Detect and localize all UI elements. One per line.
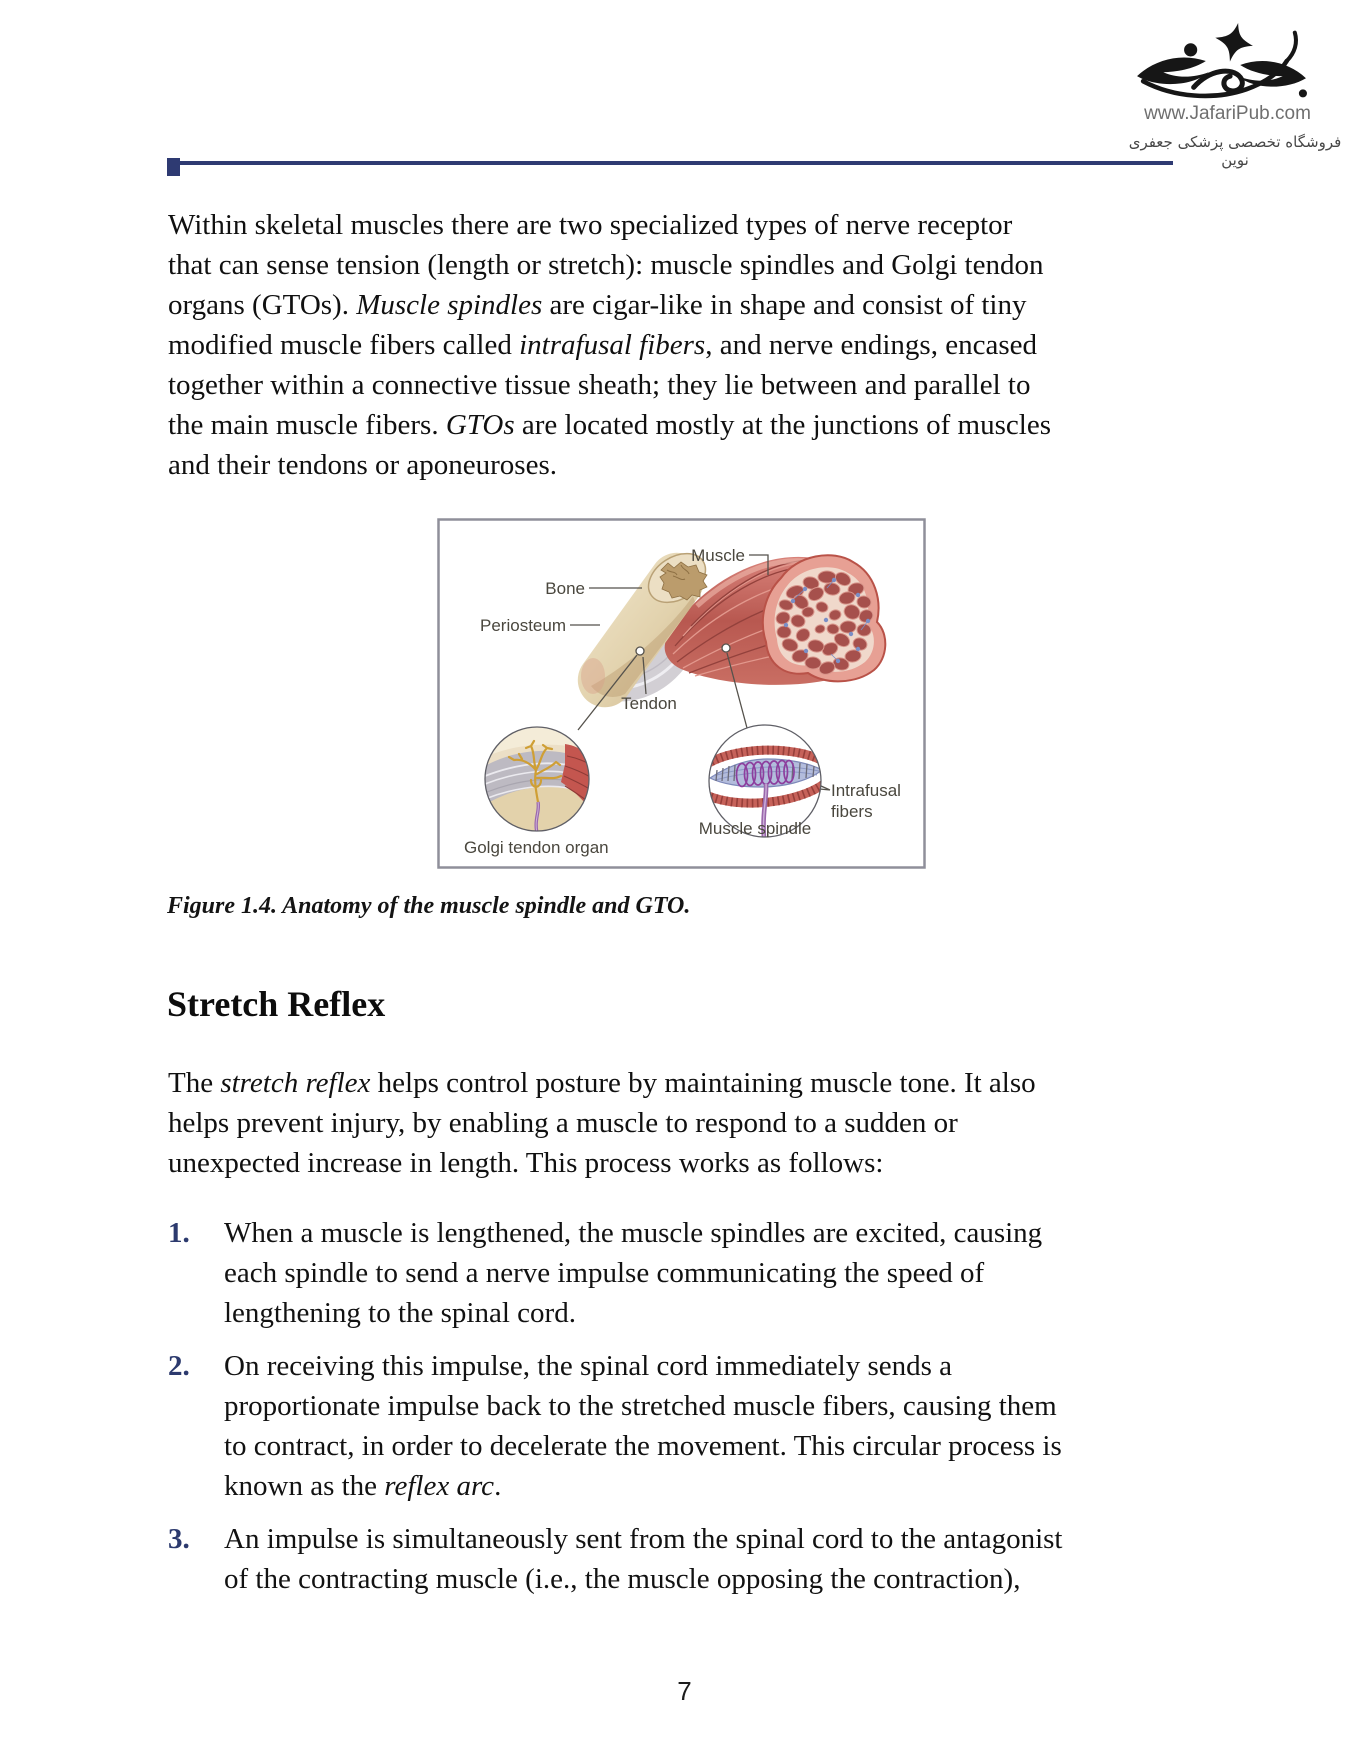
- text-line: known as the reflex arc.: [224, 1470, 502, 1502]
- text-line: The stretch reflex helps control posture by maintaining muscle tone. It also: [168, 1067, 1036, 1099]
- text-line: the main muscle fibers. GTOs are located mostly at the junctions of muscles: [168, 409, 1051, 441]
- accent-rule: [180, 161, 1173, 165]
- section-heading: Stretch Reflex: [167, 984, 386, 1024]
- label-periosteum: Periosteum: [480, 616, 566, 635]
- paragraph-stretch-reflex: [168, 1063, 1036, 1183]
- list-item-number: 2.: [168, 1350, 190, 1382]
- text-line: together within a connective tissue sheath; they lie between and parallel to: [168, 369, 1031, 401]
- text-line: organs (GTOs). Muscle spindles are cigar-like in shape and consist of tiny: [168, 289, 1027, 321]
- list-item-number: 3.: [168, 1523, 190, 1555]
- accent-square: [167, 158, 180, 176]
- text-line: of the contracting muscle (i.e., the muscle opposing the contraction),: [224, 1563, 1021, 1595]
- label-intrafusal-line1: Intrafusal: [831, 781, 901, 800]
- logo-star-shape: [1211, 20, 1257, 66]
- logo-right-hook: [1287, 33, 1296, 61]
- text-line: and their tendons or aponeuroses.: [168, 449, 557, 481]
- label-muscle-spindle: Muscle spindle: [698, 819, 812, 838]
- paragraph-intro: [168, 205, 1051, 485]
- list-item-2: [168, 1346, 1258, 1506]
- tendon-marker: [636, 647, 644, 655]
- text-line: that can sense tension (length or stretch): muscle spindles and Golgi tendon: [168, 249, 1044, 281]
- text-line: unexpected increase in length. This process works as follows:: [168, 1147, 884, 1179]
- list-item-1: [168, 1213, 1258, 1333]
- spindle-marker: [722, 644, 730, 652]
- label-tendon: Tendon: [621, 694, 677, 713]
- list-item-text: [224, 1213, 1258, 1333]
- site-tagline-persian: فروشگاه تخصصی پزشکی جعفری نوین: [1128, 133, 1342, 169]
- label-intrafusal-line2: fibers: [831, 802, 873, 821]
- text-line: each spindle to send a nerve impulse communicating the speed of: [224, 1257, 985, 1289]
- label-golgi-tendon-organ: Golgi tendon organ: [464, 838, 609, 857]
- label-bone: Bone: [545, 579, 585, 598]
- label-muscle: Muscle: [691, 546, 745, 565]
- numbered-list: [168, 1213, 1258, 1612]
- text-line: to contract, in order to decelerate the movement. This circular process is: [224, 1430, 1062, 1462]
- text-line: When a muscle is lengthened, the muscle spindles are excited, causing: [224, 1217, 1043, 1249]
- jafaripub-calligraphy-logo: [1133, 20, 1310, 102]
- site-url: www.JafariPub.com: [1144, 103, 1311, 124]
- text-line: lengthening to the spinal cord.: [224, 1297, 576, 1329]
- figure-1-4-illustration: [437, 518, 927, 870]
- list-item-text: [224, 1519, 1258, 1599]
- text-line: Within skeletal muscles there are two specialized types of nerve receptor: [168, 209, 1013, 241]
- logo-small-dot: [1299, 89, 1307, 97]
- list-item-text: [224, 1346, 1258, 1506]
- page-number: 7: [677, 1676, 692, 1706]
- list-item-3: [168, 1519, 1258, 1599]
- logo-dot: [1184, 43, 1197, 56]
- text-line: An impulse is simultaneously sent from the spinal cord to the antagonist: [224, 1523, 1063, 1555]
- logo-loop: [1194, 71, 1243, 91]
- text-line: modified muscle fibers called intrafusal fibers, and nerve endings, encased: [168, 329, 1037, 361]
- text-line: proportionate impulse back to the stretched muscle fibers, causing them: [224, 1390, 1057, 1422]
- text-line: helps prevent injury, by enabling a muscle to respond to a sudden or: [168, 1107, 958, 1139]
- figure-caption: Figure 1.4. Anatomy of the muscle spindle and GTO.: [167, 893, 691, 919]
- list-item-number: 1.: [168, 1217, 190, 1249]
- text-line: On receiving this impulse, the spinal cord immediately sends a: [224, 1350, 953, 1382]
